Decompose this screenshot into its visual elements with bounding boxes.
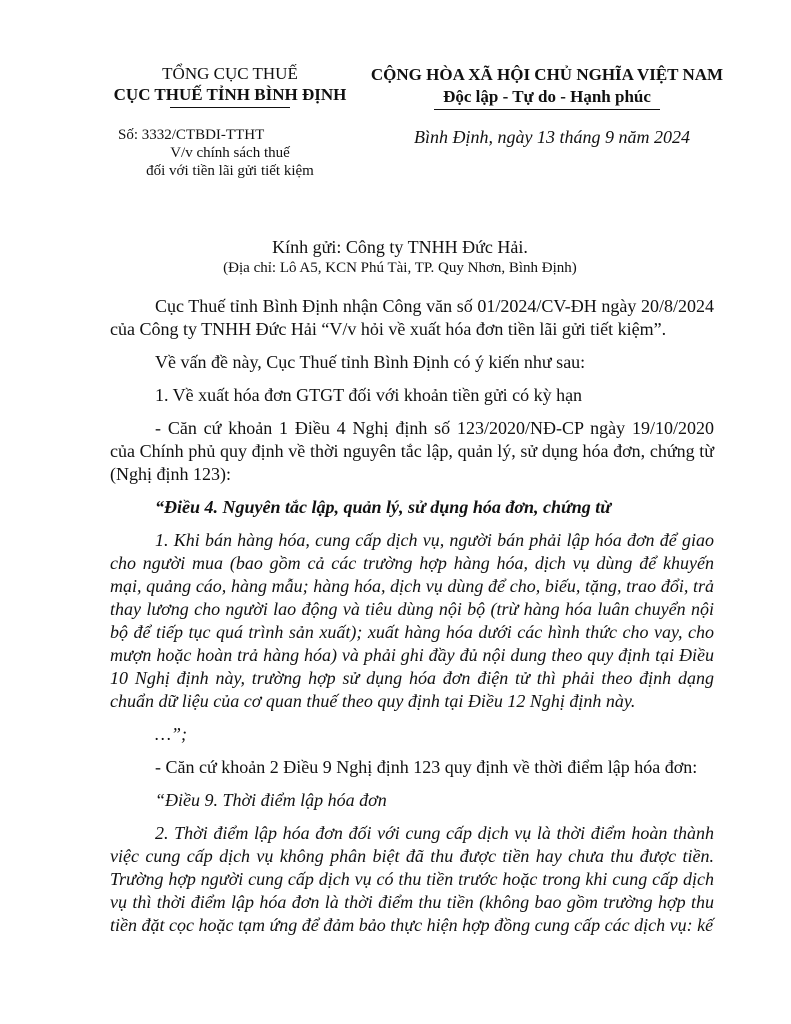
section-heading: 1. Về xuất hóa đơn GTGT đối với khoản tiền gửi có kỳ hạn [155,385,583,405]
quoted-article-title: “Điều 4. Nguyên tắc lập, quản lý, sử dụng hóa đơn, chứng từ [155,497,612,517]
national-motto: Độc lập - Tự do - Hạnh phúc [443,87,651,106]
body-paragraph: - Căn cứ khoản 2 Điều 9 Nghị định 123 quy định về thời điểm lập hóa đơn: [155,757,698,777]
recipient-line: Kính gửi: Công ty TNHH Đức Hải. [272,237,528,257]
body-paragraph: Cục Thuế tỉnh Bình Định nhận Công văn số 01/2024/CV-ĐH ngày 20/8/2024 của Công ty TNHH Đức Hải “V/v hỏi về xuất hóa đơn tiền lãi gửi tiết kiệm”. [110,296,714,339]
subject-line-2: đối với tiền lãi gửi tiết kiệm [146,163,314,179]
document-body [110,295,714,947]
body-paragraph: - Căn cứ khoản 1 Điều 4 Nghị định số 123/2020/NĐ-CP ngày 19/10/2020 của Chính phủ quy định về thời nguyên tắc lập, quản lý, sử dụng hóa đơn, chứng từ (Nghị định 123): [110,418,714,484]
subject-line-1: V/v chính sách thuế [170,145,290,161]
motto-underline [434,109,660,110]
body-paragraph: Về vấn đề này, Cục Thuế tỉnh Bình Định có ý kiến như sau: [155,352,586,372]
quote-ellipsis: …”; [155,724,188,744]
document-number: Số: 3332/CTBDI-TTHT [118,127,265,143]
quoted-paragraph: 2. Thời điểm lập hóa đơn đối với cung cấp dịch vụ là thời điểm hoàn thành việc cung cấp dịch vụ không phân biệt đã thu được tiền hay chưa thu được tiền. Trường hợp người cung cấp dịch vụ có thu tiền trước hoặc trong khi cung cấp dịch vụ thì thời điểm lập hóa đơn là thời điểm thu tiền (không bao gồm trường hợp thu tiền đặt cọc hoặc tạm ứng để đảm bảo thực hiện hợp đồng cung cấp các dịch vụ: kế [110,823,714,935]
issuing-agency: CỤC THUẾ TỈNH BÌNH ĐỊNH [113,85,347,104]
national-title-block [362,64,732,110]
issuing-agency-block [100,64,360,108]
country-name: CỘNG HÒA XÃ HỘI CHỦ NGHĨA VIỆT NAM [370,65,724,84]
document-subject [110,144,350,180]
quoted-paragraph: 1. Khi bán hàng hóa, cung cấp dịch vụ, người bán phải lập hóa đơn để giao cho người mua (bao gồm cả các trường hợp hàng hóa, dịch vụ dùng để khuyến mại, quảng cáo, hàng mẫu; hàng hóa, dịch vụ dùng để cho, biếu, tặng, trao đổi, trả thay lương cho người lao động và tiêu dùng nội bộ (trừ hàng hóa luân chuyển nội bộ để tiếp tục quá trình sản xuất); xuất hàng hóa dưới các hình thức cho vay, cho mượn hoặc hoàn trả hàng hóa) và phải ghi đầy đủ nội dung theo quy định tại Điều 10 Nghị định này, trường hợp sử dụng hóa đơn điện tử thì phải theo định dạng chuẩn dữ liệu của cơ quan thuế theo quy định tại Điều 12 Nghị định này. [110,530,714,711]
agency-underline [170,107,290,108]
parent-agency: TỔNG CỤC THUẾ [162,64,298,83]
recipient-address: (Địa chỉ: Lô A5, KCN Phú Tài, TP. Quy Nhơn, Bình Định) [223,260,577,276]
quoted-article-title: “Điều 9. Thời điểm lập hóa đơn [155,790,387,810]
recipient-block [120,236,680,278]
issue-date: Bình Định, ngày 13 tháng 9 năm 2024 [414,127,690,147]
